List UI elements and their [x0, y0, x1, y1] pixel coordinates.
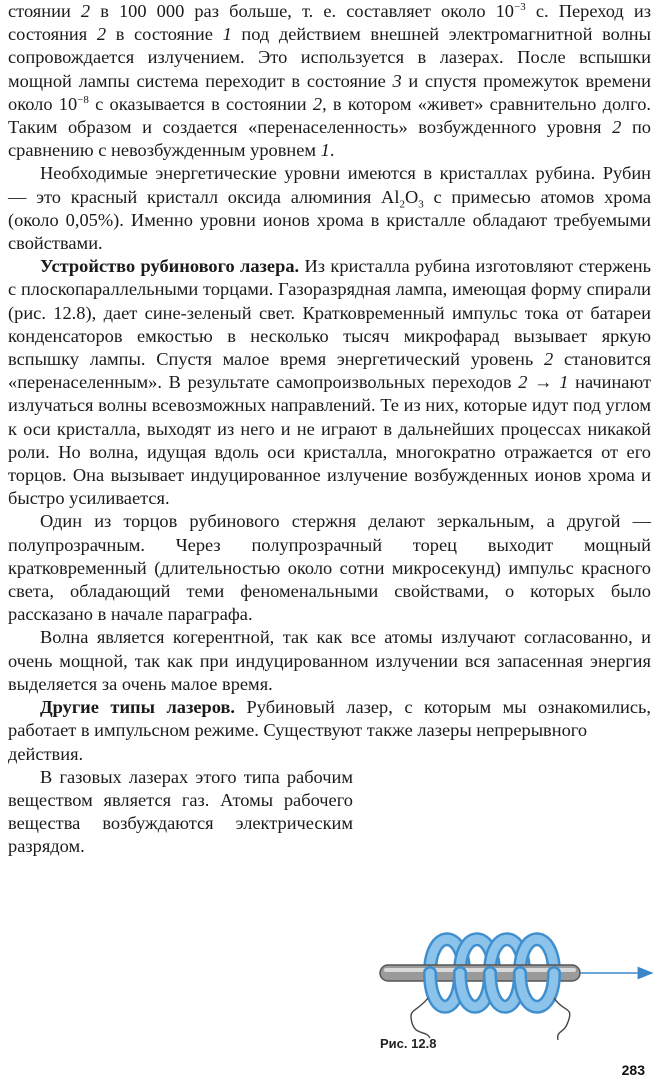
paragraph-other-lasers: Другие типы лазеров. Рубиновый лазер, с которым мы ознакомились, работает в импульсном режиме. Существуют также лазеры непрерывного действия.	[8, 697, 651, 764]
figure-caption: Рис. 12.8	[380, 1036, 437, 1051]
paragraph-coherent-wave: Волна является когерентной, так как все атомы излучают согласованно, и очень мощной, так как при индуцированном излучении вся запасенная энергия выделяется за очень малое время.	[8, 627, 651, 694]
lead-wire-left	[411, 998, 430, 1038]
page-number: 283	[621, 1062, 645, 1078]
paragraph-gas-lasers: В газовых лазерах этого типа рабочим веществом является газ. Атомы рабочего вещества возбуждаются электрическим разрядом.	[8, 766, 353, 857]
paragraph-ruby-laser-design: Устройство рубинового лазера. Из кристалла рубина изготовляют стержень с плоскопараллельными торцами. Газоразрядная лампа, имеющая форму спирали (рис. 12.8), дает сине-зеленый свет. Кратковременный импульс тока от батареи конденсаторов емкостью в несколько тысяч микрофарад вызывает яркую вспышку лампы. Спустя малое время энергетический уровень 2 становится «перенаселенным». В результате самопроизвольных переходов 2 → 1 начинают излучаться волны всевозможных направлений. Те из них, которые идут под углом к оси кристалла, выходят из него и не играют в дальнейших процессах никакой роли. Но волна, идущая вдоль оси кристалла, многократно отражается от его торцов. Она вызывает индуцированное излучение возбужденных ионов хрома и быстро усиливается.	[8, 256, 651, 509]
heading-other-lasers: Другие типы лазеров.	[40, 697, 236, 718]
page-body	[8, 0, 651, 859]
paragraph-ruby-crystal: Необходимые энергетические уровни имеются в кристаллах рубина. Рубин — это красный кристалл оксида алюминия $Al_2O_3$ с примесью атомов хрома (около 0,05%). Именно уровни ионов хрома в кристалле обладают требуемыми свойствами.	[8, 163, 652, 254]
paragraph-energy-levels: стоянии 2 в 100 000 раз больше, т. е. составляет около $10^{-3}$ с. Переход из состояния 2 в состояние 1 под действием внешней электромагнитной волны сопровождается излучением. Это используется в лазерах. После вспышки мощной лампы система переходит в состояние 3 и спустя промежуток времени около $10^{-8}$ с оказывается в состоянии 2, в котором «живет» сравнительно долго. Таким образом и создается «перенаселенность» возбужденного уровня 2 по сравнению с невозбужденным уровнем 1.	[8, 0, 652, 161]
heading-ruby-laser-design: Устройство рубинового лазера.	[40, 256, 300, 277]
paragraph-mirror-ends: Один из торцов рубинового стержня делают зеркальным, а другой — полупрозрачным. Через полупрозрачный торец выходит мощный кратковременный (длительностью около сотни микросекунд) импульс красного света, обладающий теми феноменальными свойствами, о которых было рассказано в начале параграфа.	[8, 511, 651, 625]
lead-wire-right	[554, 998, 570, 1040]
